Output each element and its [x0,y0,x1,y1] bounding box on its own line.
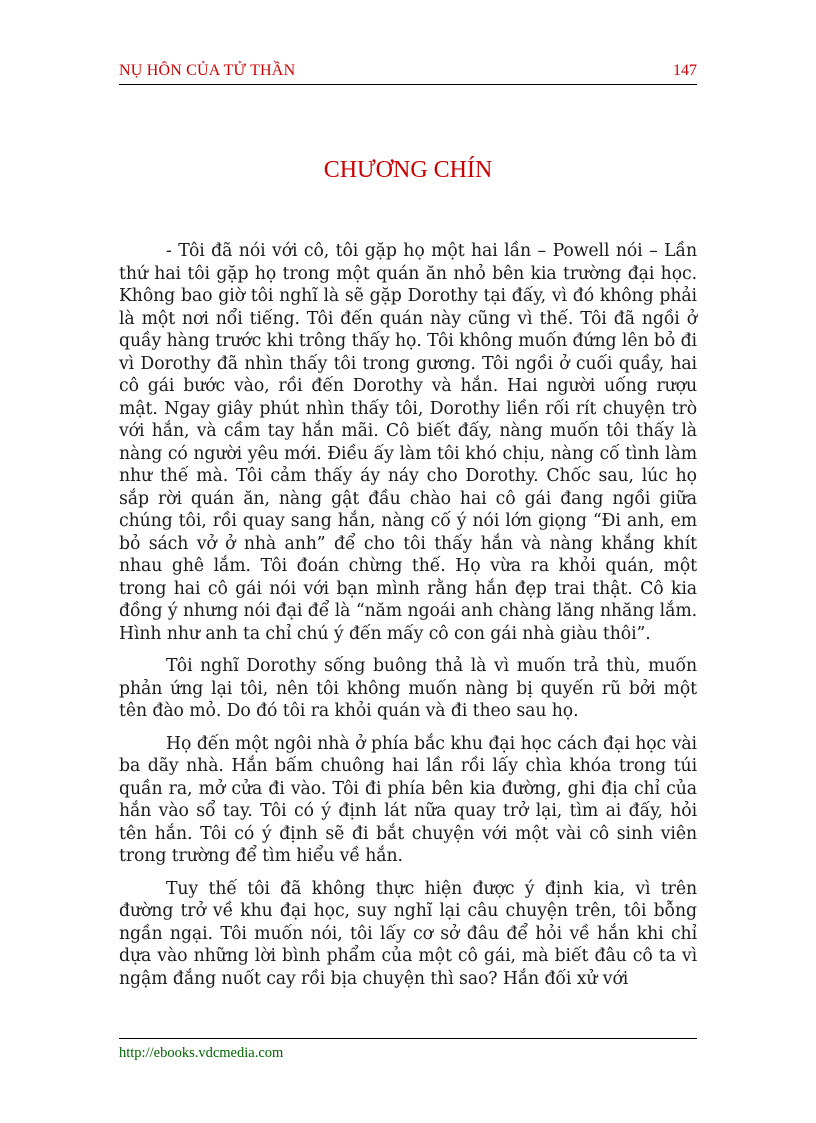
paragraph: Họ đến một ngôi nhà ở phía bắc khu đại học cách đại học vài ba dãy nhà. Hắn bấm chuông hai lần rồi lấy chìa khóa trong túi quần ra, mở cửa đi vào. Tôi đi phía bên kia đường, ghi địa chỉ của hắn vào sổ tay. Tôi có ý định lát nữa quay trở lại, tìm ai đấy, hỏi tên hắn. Tôi có ý định sẽ đi bắt chuyện với một vài cô sinh viên trong trường để tìm hiểu về hắn. [119,733,697,866]
footer-link[interactable]: http://ebooks.vdcmedia.com [119,1045,284,1061]
paragraph: Tuy thế tôi đã không thực hiện được ý định kia, vì trên đường trở về khu đại học, suy nghĩ lại câu chuyện trên, tôi bỗng ngần ngại. Tôi muốn nói, tôi lấy cơ sở đâu để hỏi về hắn khi chỉ dựa vào những lời bình phẩm của một cô gái, mà biết đâu cô ta vì ngậm đắng nuốt cay rồi bịa chuyện thì sao? Hắn đối xử với [119,878,697,989]
chapter-title: CHƯƠNG CHÍN [323,157,493,183]
paragraph: Tôi nghĩ Dorothy sống buông thả là vì muốn trả thù, muốn phản ứng lại tôi, nên tôi không muốn nàng bị quyến rũ bởi một tên đào mỏ. Do đó tôi ra khỏi quán và đi theo sau họ. [119,656,697,721]
body-text [119,240,697,1000]
page-number: 147 [673,62,697,79]
page-header [119,60,697,85]
paragraph: - Tôi đã nói với cô, tôi gặp họ một hai lần – Powell nói – Lần thứ hai tôi gặp họ trong một quán ăn nhỏ bên kia trường đại học. Không bao giờ tôi nghĩ là sẽ gặp Dorothy tại đấy, vì đó không phải là một nơi nổi tiếng. Tôi đến quán này cũng vì thế. Tôi đã ngồi ở quầy hàng trước khi trông thấy họ. Tôi không muốn đứng lên bỏ đi vì Dorothy đã nhìn thấy tôi trong gương. Tôi ngồi ở cuối quầy, hai cô gái bước vào, rồi đến Dorothy và hắn. Hai người uống rượu mật. Ngay giây phút nhìn thấy tôi, Dorothy liền rối rít chuyện trò với hắn, và cầm tay hắn mãi. Cô biết đấy, nàng muốn tôi thấy là nàng có người yêu mới. Điều ấy làm tôi khó chịu, nàng cố tình làm như thế mà. Tôi cảm thấy áy náy cho Dorothy. Chốc sau, lúc họ sắp rời quán ăn, nàng gật đầu chào hai cô gái đang ngồi giữa chúng tôi, rồi quay sang hắn, nàng cố ý nói lớn giọng “Đi anh, em bỏ sách vở ở nhà anh” để cho tôi thấy hắn và nàng khắng khít nhau ghê lắm. Tôi đoán chừng thế. Họ vừa ra khỏi quán, một trong hai cô gái nói với bạn mình rằng hắn đẹp trai thật. Cô kia đồng ý nhưng nói đại để là “năm ngoái anh chàng lăng nhăng lắm. Hình như anh ta chỉ chú ý đến mấy cô con gái nhà giàu thôi”. [119,241,697,644]
footer-divider [119,1038,697,1039]
book-title: NỤ HÔN CỦA TỬ THẦN [119,62,296,79]
